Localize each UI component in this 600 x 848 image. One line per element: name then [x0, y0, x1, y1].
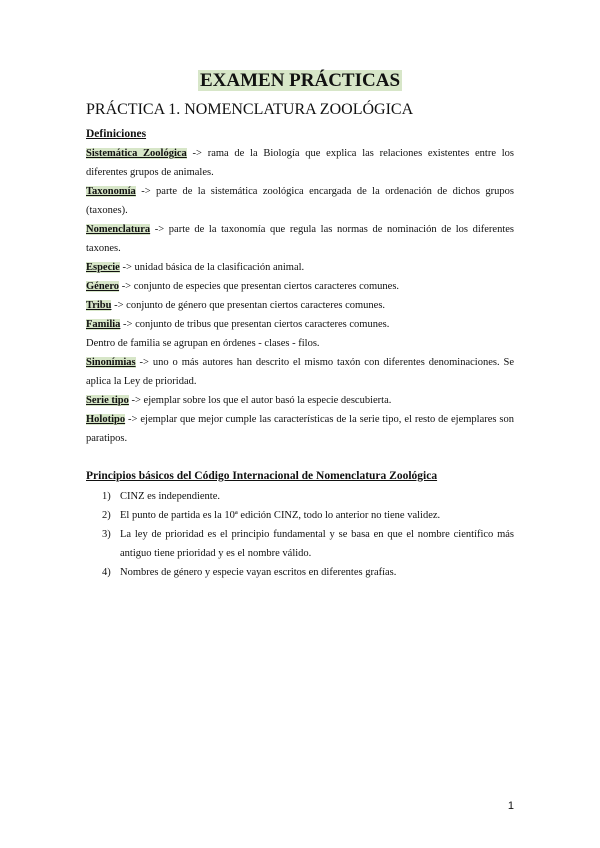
page-number: 1: [507, 800, 514, 812]
definition-text: -> parte de la sistemática zoológica encargada de la ordenación de dichos grupos (taxones).: [86, 186, 514, 216]
definition-text: -> parte de la taxonomía que regula las normas de nominación de los diferentes taxones.: [86, 224, 514, 254]
definition-term: Serie tipo: [86, 395, 129, 406]
exam-title: EXAMEN PRÁCTICAS: [199, 70, 401, 91]
definition-paragraph: [86, 391, 514, 410]
definition-paragraph: [86, 220, 514, 258]
definition-text: -> conjunto de género que presentan ciertos caracteres comunes.: [111, 300, 386, 311]
list-item: [86, 506, 514, 525]
definition-term: Tribu: [86, 300, 112, 311]
definition-paragraph: [86, 144, 514, 182]
definition-paragraph: [86, 182, 514, 220]
list-number: 2): [102, 510, 111, 521]
principles-list: [86, 487, 514, 582]
list-text: El punto de partida es la 10ª edición CINZ, todo lo anterior no tiene validez.: [120, 510, 441, 521]
definition-term: Familia: [86, 319, 121, 330]
definition-text: -> rama de la Biología que explica las relaciones existentes entre los diferentes grupos de animales.: [86, 148, 514, 178]
definition-paragraph: [86, 296, 514, 315]
definition-term: Taxonomía: [86, 186, 136, 197]
principles-heading: Principios básicos del Código Internacional de Nomenclatura Zoológica: [86, 470, 438, 482]
definition-text: -> ejemplar que mejor cumple las características de la serie tipo, el resto de ejemplares son paratipos.: [86, 414, 514, 444]
definition-paragraph: [86, 258, 514, 277]
list-item: [86, 525, 514, 563]
definition-term: Holotipo: [86, 414, 126, 425]
definition-text: -> conjunto de especies que presentan ciertos caracteres comunes.: [119, 281, 400, 292]
definition-paragraph: [86, 353, 514, 391]
definition-term: Especie: [86, 262, 120, 273]
definition-text: -> conjunto de tribus que presentan ciertos caracteres comunes.: [120, 319, 390, 330]
definition-paragraph: [86, 277, 514, 296]
list-item: [86, 487, 514, 506]
definition-term: Género: [86, 281, 120, 292]
definition-term: Sinonímias: [86, 357, 136, 368]
practice-subtitle: PRÁCTICA 1. NOMENCLATURA ZOOLÓGICA: [86, 101, 414, 118]
definition-text: -> unidad básica de la clasificación animal.: [119, 262, 305, 273]
list-number: 1): [102, 491, 111, 502]
definition-text: -> uno o más autores han descrito el mismo taxón con diferentes denominaciones. Se aplica la Ley de prioridad.: [86, 357, 514, 387]
definition-term: Sistemática Zoológica: [86, 148, 187, 159]
definitions-heading: Definiciones: [86, 128, 147, 140]
list-number: 3): [102, 529, 111, 540]
definition-text: -> ejemplar sobre los que el autor basó la especie descubierta.: [128, 395, 392, 406]
definition-note: Dentro de familia se agrupan en órdenes - clases - filos.: [86, 338, 320, 349]
list-text: La ley de prioridad es el principio fundamental y se basa en que el nombre científico más antiguo tiene prioridad y es el nombre válido.: [120, 529, 514, 559]
definition-paragraph: [86, 315, 514, 334]
list-number: 4): [102, 567, 111, 578]
definition-term: Nomenclatura: [86, 224, 151, 235]
list-text: CINZ es independiente.: [120, 491, 221, 502]
list-item: [86, 563, 514, 582]
list-text: Nombres de género y especie vayan escritos en diferentes grafías.: [120, 567, 397, 578]
definition-paragraph: [86, 410, 514, 448]
